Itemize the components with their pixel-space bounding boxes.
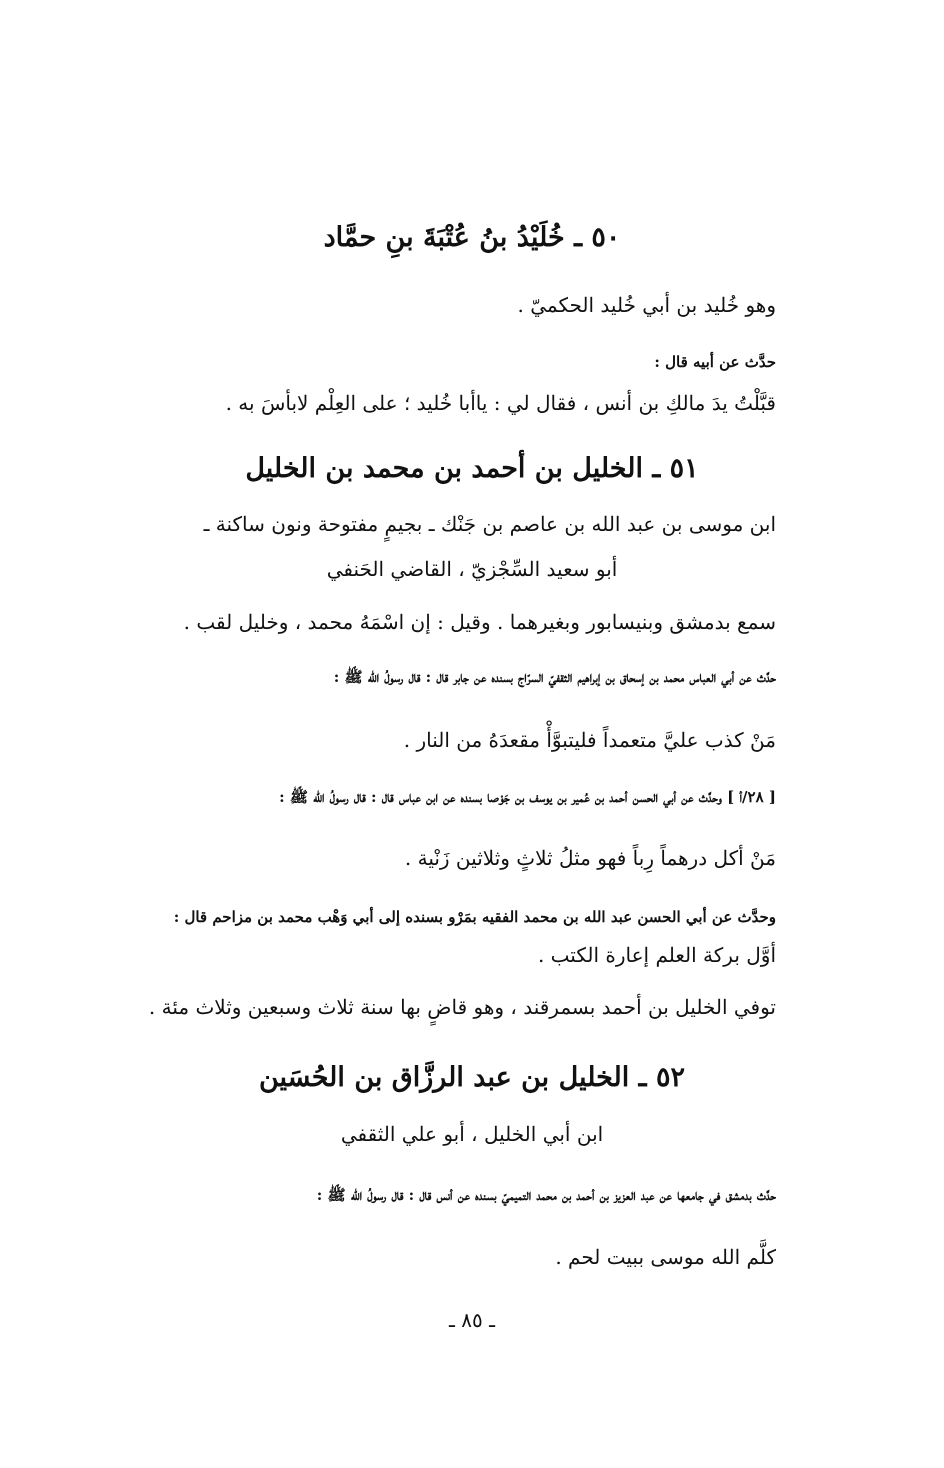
entry-50-description: وهو خُليد بن أبي خُليد الحكميّ . <box>517 293 776 317</box>
entry-51-title: ٥١ ـ الخليل بن أحمد بن محمد بن الخليل <box>245 453 699 484</box>
entry-51-lineage-1: ابن موسى بن عبد الله بن عاصم بن جَنْك ـ بجيمٍ مفتوحة ونون ساكنة ـ <box>203 512 776 536</box>
entry-50-chain: حدَّث عن أبيه قال : <box>654 353 776 371</box>
entry-51-death: توفي الخليل بن أحمد بسمرقند ، وهو قاضٍ بها سنة ثلاث وسبعين وثلاث مئة . <box>148 995 776 1019</box>
entry-51-description: سمع بدمشق وبنيسابور وبغيرهما . وقيل : إن اسْمَهُ محمد ، وخليل لقب . <box>183 610 776 634</box>
entry-52-chain: حدَّث بدمشق في جامعها عن عبد العزيز بن أحمد بن محمد التميميّ بسنده عن أنس قال : قال رسولُ الله ﷺ : <box>316 1186 776 1204</box>
entry-51-hadith-1-chain: حدَّث عن أبي العباس محمد بن إسحاق بن إبراهيم الثقفيّ السرّاج بسنده عن جابر قال : قال رسولُ الله ﷺ : <box>333 668 776 686</box>
entry-51-hadith-2-text: مَنْ أكل درهماً رِباً فهو مثلُ ثلاثٍ وثلاثين زَنْية . <box>404 846 776 870</box>
entry-52-title: ٥٢ ـ الخليل بن عبد الرزَّاق بن الحُسَين <box>258 1062 686 1093</box>
entry-50-title: ٥٠ ـ خُلَيْدُ بنُ عُتْبَةَ بنِ حمَّاد <box>323 222 621 253</box>
page-number: ـ ٨٥ ـ <box>449 1308 495 1332</box>
entry-51-hadith-2-chain: [ ٢٨/أ ] وحدَّث عن أبي الحسن أحمد بن عُمير بن يوسف بن جَوْصا بسنده عن ابن عباس قال : قال رسولُ الله ﷺ : <box>279 788 776 806</box>
entry-51-hadith-3-text: أوَّل بركة العلم إعارة الكتب . <box>537 943 776 967</box>
entry-51-hadith-3-chain: وحدَّث عن أبي الحسن عبد الله بن محمد الفقيه بمَرْو بسنده إلى أبي وَهْب محمد بن مزاحم قال : <box>173 908 776 926</box>
entry-50-text: قبَّلْتُ يدَ مالكِ بن أنس ، فقال لي : ياأبا خُليد ؛ على العِلْم لابأسَ به . <box>225 391 776 415</box>
entry-52-lineage: ابن أبي الخليل ، أبو علي الثقفي <box>340 1122 604 1146</box>
entry-52-text: كلَّم الله موسى ببيت لحم . <box>555 1245 776 1269</box>
entry-51-hadith-1-text: مَنْ كذب عليَّ متعمداً فليتبوَّأْ مقعدَهُ من النار . <box>403 728 776 752</box>
entry-51-lineage-2: أبو سعيد السِّجْزيّ ، القاضي الحَنفي <box>326 557 618 581</box>
